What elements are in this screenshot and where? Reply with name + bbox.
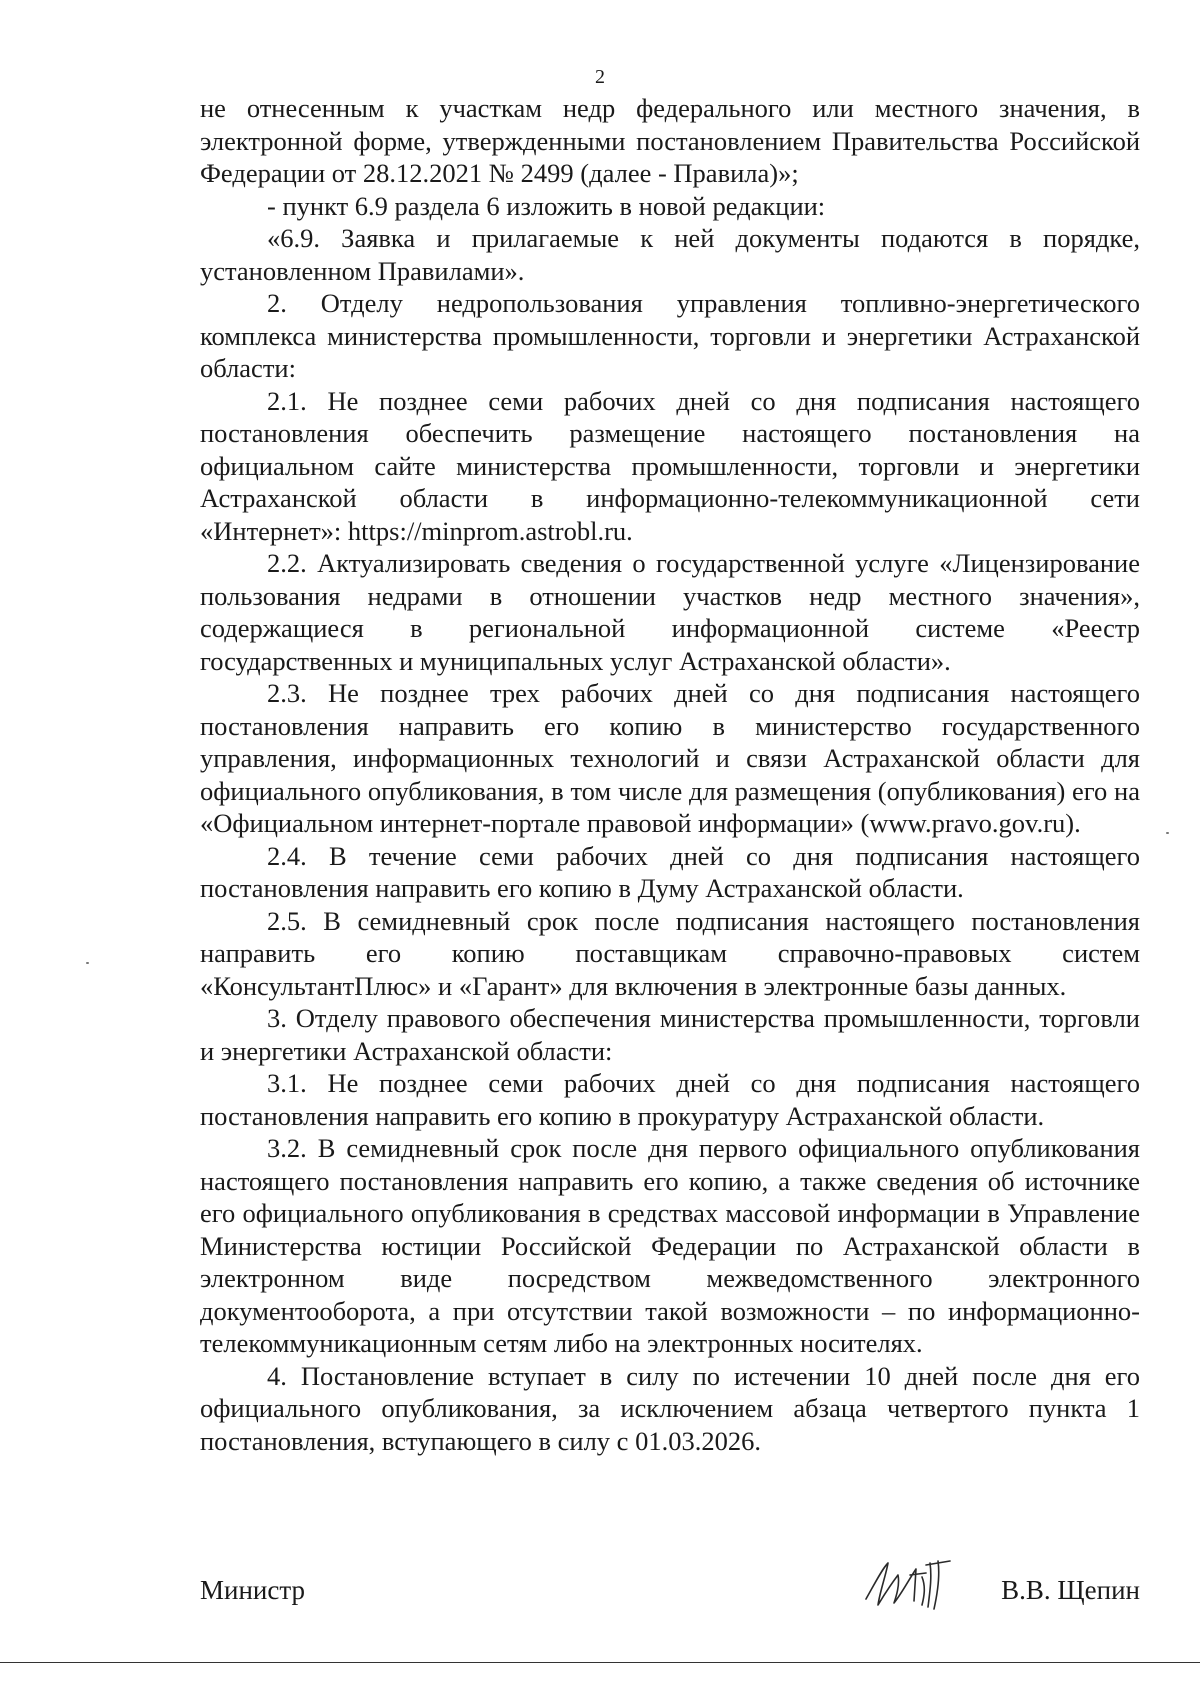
paragraph-2-4: 2.4. В течение семи рабочих дней со дня подписания настоящего постановления направить его копию в Думу Астраханской области.: [200, 840, 1140, 903]
document-body: [200, 92, 1140, 1457]
signature-block: [200, 1555, 1140, 1615]
paragraph-3-2: 3.2. В семидневный срок после дня первого официального опубликования настоящего постановления направить его копию, а также сведения об источнике его официального опубликования в средствах массовой информации в Управление Министерства юстиции Российской Федерации по Астраханской области в электронном виде посредством межведомственного электронного документооборота, а при отсутствии такой возможности – по информационно-телекоммуникационным сетям либо на электронных носителях.: [200, 1133, 1140, 1358]
paragraph-2-2: 2.2. Актуализировать сведения о государственной услуге «Лицензирование пользования недрами в отношении участков недр местного значения», содержащиеся в региональной информационной системе «Реестр государственных и муниципальных услуг Астраханской области».: [200, 548, 1140, 676]
paragraph-6-9: «6.9. Заявка и прилагаемые к ней документы подаются в порядке, установленном Правилами».: [200, 223, 1140, 286]
signer-title: Министр: [200, 1575, 305, 1605]
paragraph-3: 3. Отделу правового обеспечения министерства промышленности, торговли и энергетики Астраханской области:: [200, 1003, 1140, 1066]
scan-speck: [86, 962, 89, 964]
scan-speck: [1166, 832, 1169, 834]
handwritten-signature: [860, 1555, 970, 1611]
paragraph-continuation: не отнесенным к участкам недр федерального или местного значения, в электронной форме, утвержденными постановлением Правительства Российской Федерации от 28.12.2021 № 2499 (далее - Правила)»;: [200, 93, 1140, 188]
page-number: 2: [595, 66, 605, 88]
bottom-edge-line: [0, 1662, 1200, 1663]
paragraph-amendment-item: - пункт 6.9 раздела 6 изложить в новой редакции:: [267, 190, 826, 221]
paragraph-2: 2. Отделу недропользования управления топливно-энергетического комплекса министерства промышленности, торговли и энергетики Астраханской области:: [200, 288, 1140, 383]
paragraph-2-5: 2.5. В семидневный срок после подписания настоящего постановления направить его копию поставщикам справочно-правовых систем «КонсультантПлюс» и «Гарант» для включения в электронные базы данных.: [200, 905, 1140, 1001]
paragraph-2-3: 2.3. Не позднее трех рабочих дней со дня подписания настоящего постановления направить его копию в министерство государственного управления, информационных технологий и связи Астраханской области для официального опубликования, в том числе для размещения (опубликования) его на «Официальном интернет-портале правовой информации» (www.pravo.gov.ru).: [200, 678, 1140, 838]
paragraph-2-1: 2.1. Не позднее семи рабочих дней со дня подписания настоящего постановления обеспечить размещение настоящего постановления на официальном сайте министерства промышленности, торговли и энергетики Астраханской области в информационно-телекоммуникационной сети «Интернет»: https://minprom.astrobl.ru.: [200, 385, 1140, 546]
paragraph-4: 4. Постановление вступает в силу по истечении 10 дней после дня его официального опубликования, за исключением абзаца четвертого пункта 1 постановления, вступающего в силу с 01.03.2026.: [200, 1360, 1140, 1456]
paragraph-3-1: 3.1. Не позднее семи рабочих дней со дня подписания настоящего постановления направить его копию в прокуратуру Астраханской области.: [200, 1068, 1140, 1131]
signer-name: В.В. Щепин: [1001, 1575, 1140, 1605]
